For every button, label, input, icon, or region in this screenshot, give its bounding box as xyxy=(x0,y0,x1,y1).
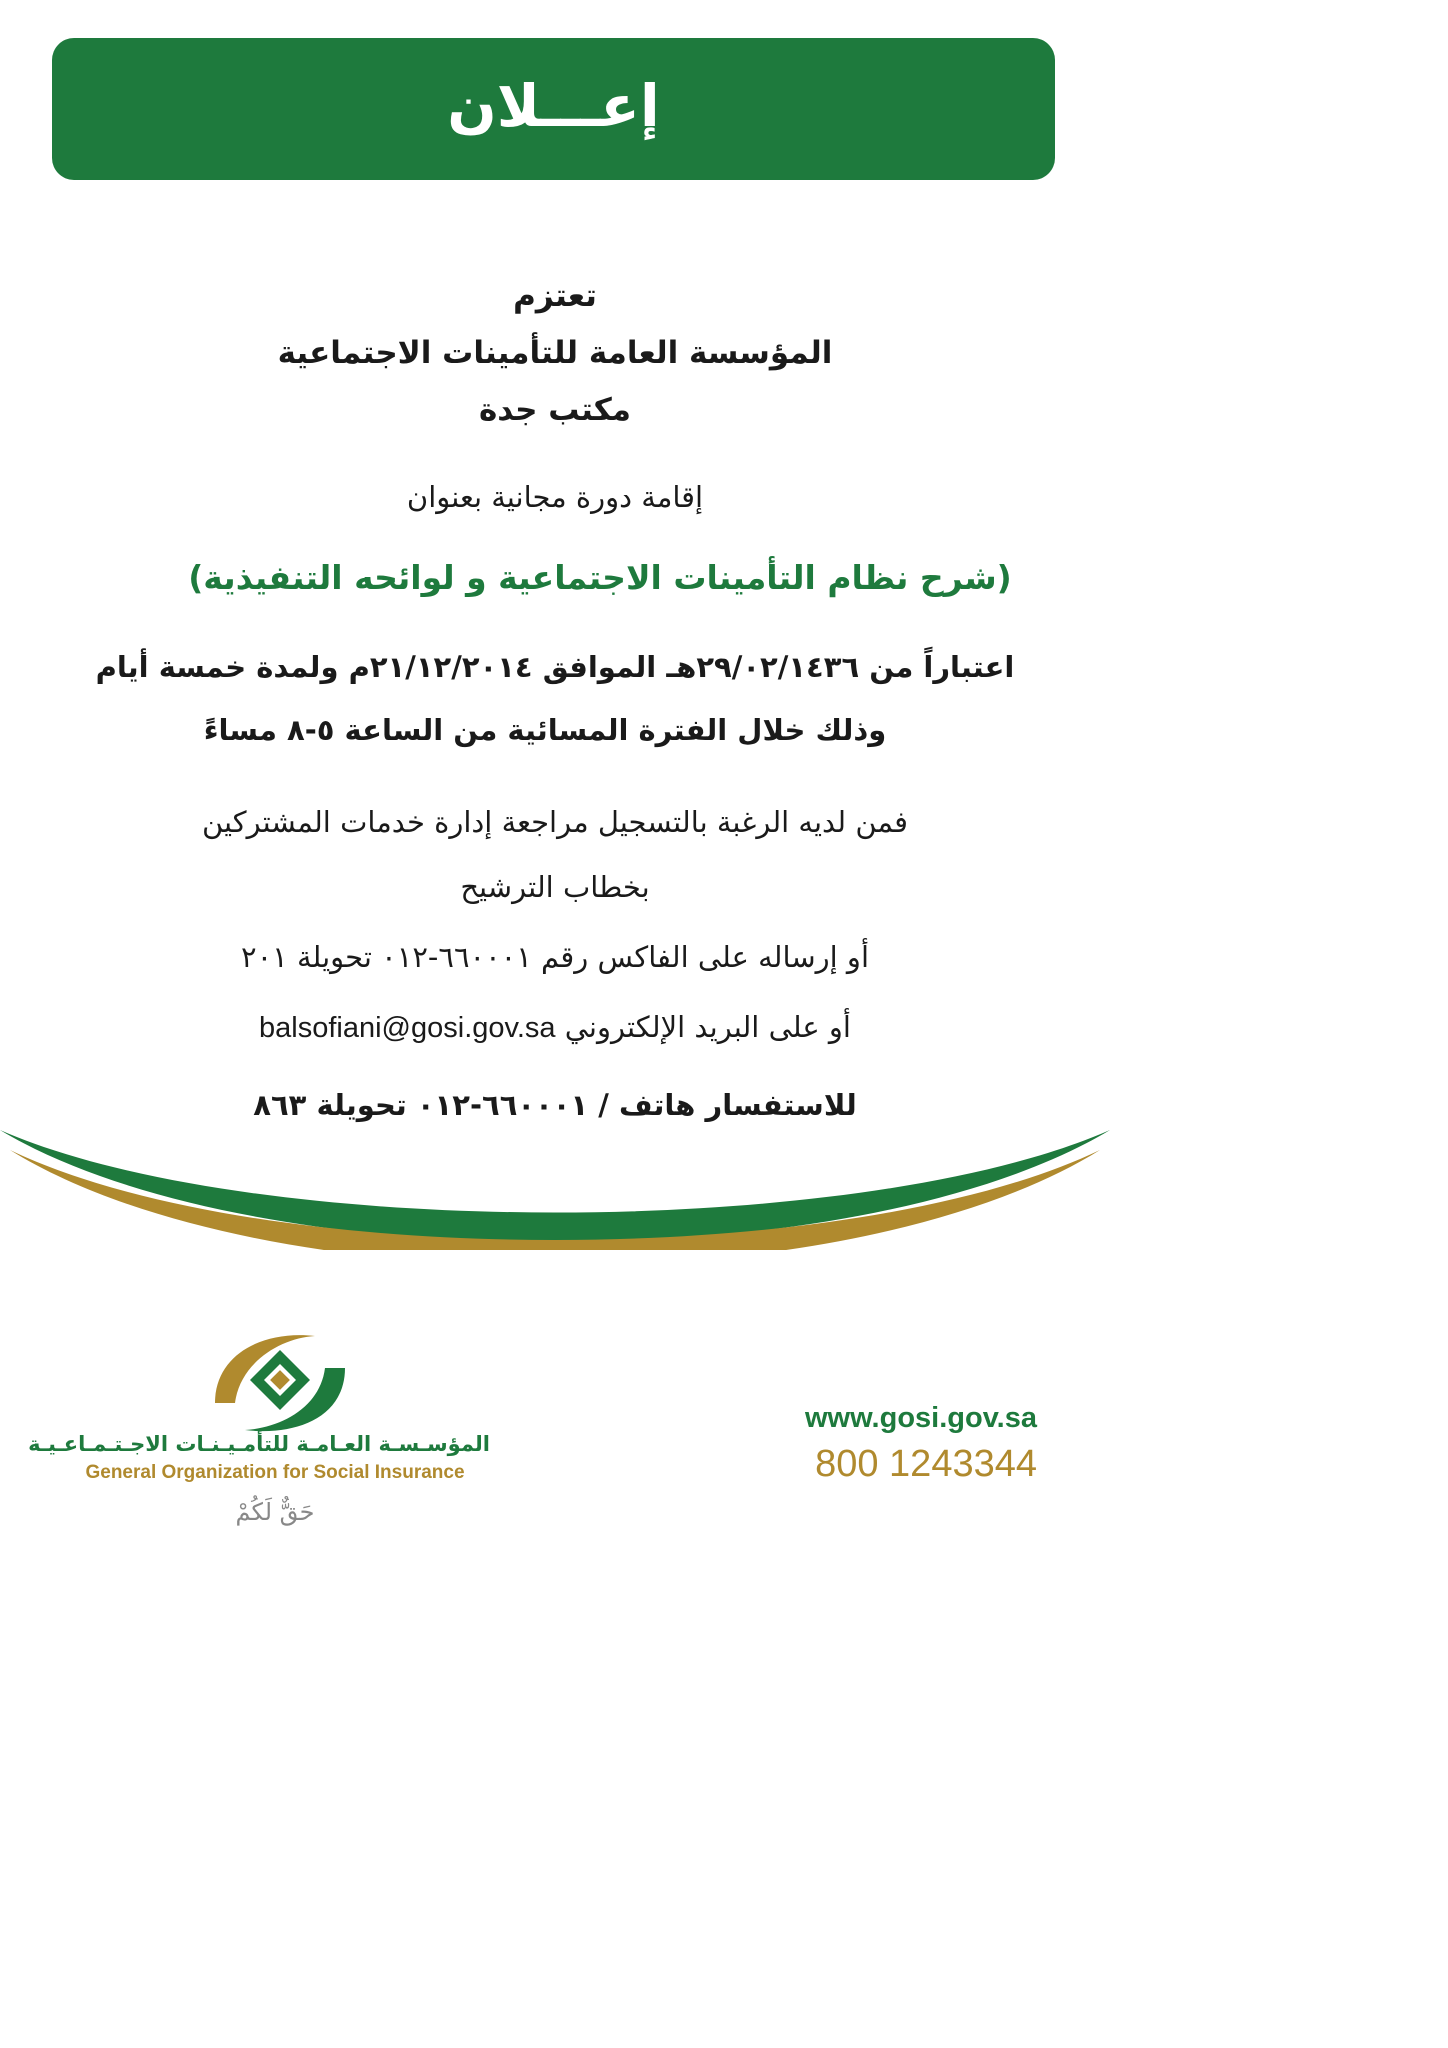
logo-tagline: حَقٌّ لَكُمْ xyxy=(235,1498,315,1526)
website-link[interactable]: www.gosi.gov.sa xyxy=(804,1402,1037,1434)
intro-verb: تعتزم xyxy=(513,278,597,314)
registration-instructions: فمن لديه الرغبة بالتسجيل مراجعة إدارة خدمات المشتركين xyxy=(201,805,909,839)
toll-free-phone: 800 1243344 xyxy=(815,1443,1037,1485)
logo-arabic-name: المؤسـسـة العـامـة للتأمـيـنـات الاجـتـمـاعـيـة xyxy=(28,1432,490,1456)
email-info xyxy=(0,1010,1110,1045)
course-intro: إقامة دورة مجانية بعنوان xyxy=(406,480,704,514)
office-name: مكتب جدة xyxy=(478,392,632,428)
logo-english-name: General Organization for Social Insurance xyxy=(85,1462,465,1483)
gosi-logo-icon xyxy=(205,1328,355,1438)
organization-name: المؤسسة العامة للتأمينات الاجتماعية xyxy=(277,335,833,371)
announcement-title: إعـــلان xyxy=(447,72,660,140)
schedule-hours: وذلك خلال الفترة المسائية من الساعة ٥-٨ مساءً xyxy=(203,713,887,747)
schedule-dates: اعتباراً من ٢٩/٠٢/١٤٣٦هـ الموافق ٢١/١٢/٢٠١٤م ولمدة خمسة أيام xyxy=(95,650,1015,684)
fax-info: أو إرساله على الفاكس رقم ٦٦٠٠٠١-٠١٢ تحويلة ٢٠١ xyxy=(241,940,869,974)
decorative-swoosh xyxy=(0,1130,1110,1250)
email-address[interactable]: balsofiani@gosi.gov.sa xyxy=(259,1012,556,1044)
course-title: (شرح نظام التأمينات الاجتماعية و لوائحه التنفيذية) xyxy=(188,558,1012,597)
registration-letter: بخطاب الترشيح xyxy=(460,870,650,904)
announcement-header xyxy=(52,38,1055,180)
inquiry-phone: للاستفسار هاتف / ٦٦٠٠٠١-٠١٢ تحويلة ٨٦٣ xyxy=(253,1088,857,1122)
email-prefix: أو على البريد الإلكتروني xyxy=(564,1010,851,1044)
